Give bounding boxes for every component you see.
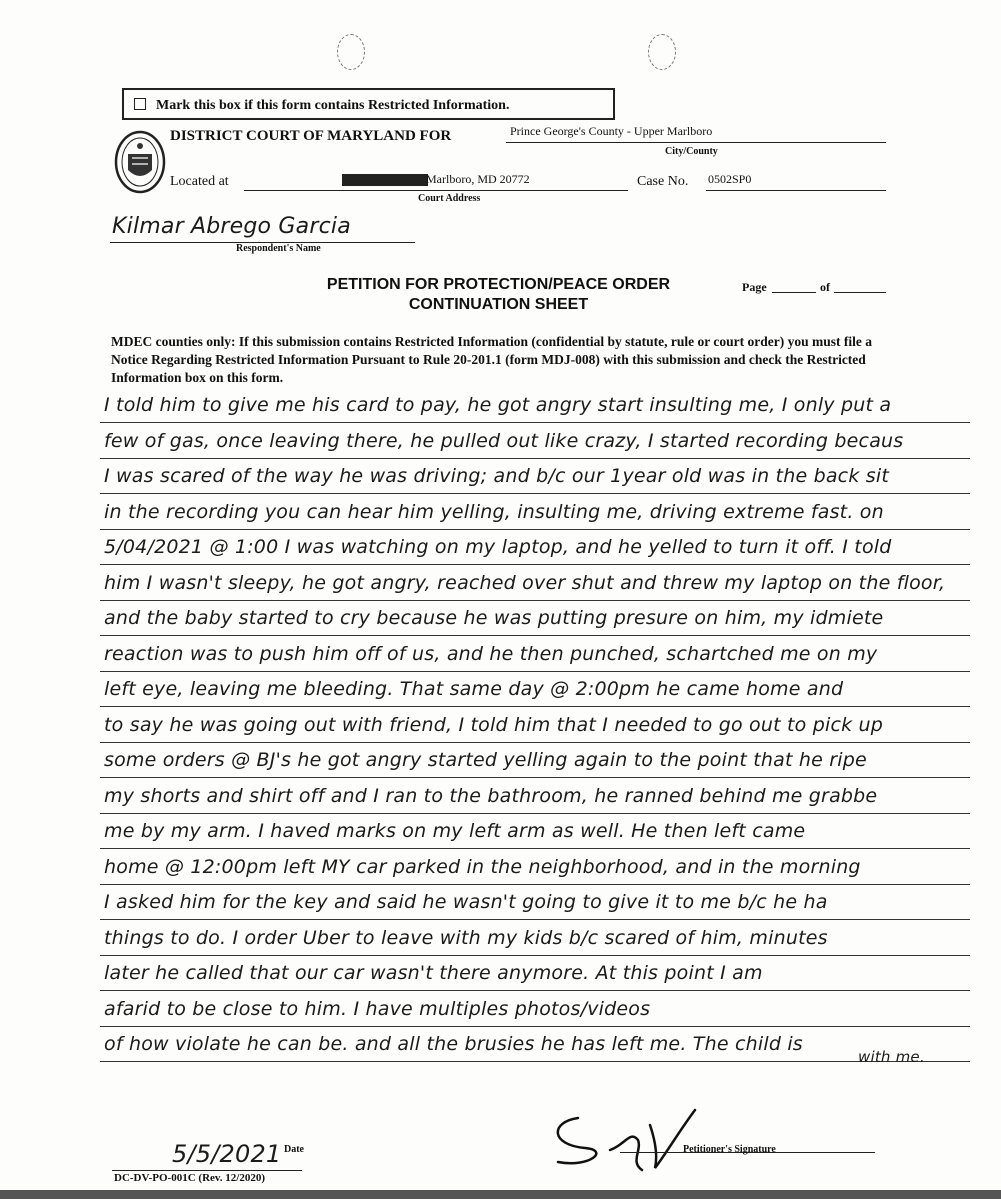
statement-line: later he called that our car wasn't there anymore. At this point I am — [104, 962, 763, 984]
ruled-line — [100, 422, 970, 423]
page-total-field[interactable] — [834, 278, 886, 293]
punch-hole-left — [337, 34, 365, 70]
petitioner-signature-icon — [530, 1100, 730, 1175]
statement-line: few of gas, once leaving there, he pulled out like crazy, I started recording becaus — [104, 429, 904, 452]
county-field[interactable] — [506, 124, 886, 143]
form-title-line1: PETITION FOR PROTECTION/PEACE ORDER — [326, 276, 671, 293]
county-value: Prince George's County - Upper Marlboro — [510, 124, 713, 138]
date-value: 5/5/2021 — [172, 1140, 282, 1168]
respondent-name-value: Kilmar Abrego Garcia — [112, 214, 351, 239]
statement-line: some orders @ BJ's he got angry started yelling again to the point that he ripe — [104, 749, 867, 771]
located-label: Located at — [170, 174, 229, 189]
statement-line: in the recording you can hear him yelling, insulting me, driving extreme fast. on — [104, 500, 884, 523]
statement-line: to say he was going out with friend, I told him that I needed to go out to pick up — [104, 713, 884, 736]
ruled-line — [100, 706, 970, 707]
statement-line: I was scared of the way he was driving; and b/c our 1year old was in the back sit — [104, 465, 889, 487]
page-label: Page — [742, 280, 767, 294]
restricted-info-label: Mark this box if this form contains Restricted Information. — [156, 98, 510, 113]
bottom-edge-bar — [0, 1190, 1001, 1199]
statement-line: reaction was to push him off of us, and he then punched, schartched me on my — [104, 642, 878, 665]
ruled-line — [100, 635, 970, 636]
court-address-field[interactable] — [244, 172, 628, 191]
ruled-line — [100, 493, 970, 494]
respondent-name-field[interactable] — [110, 212, 415, 243]
ruled-line — [100, 884, 970, 885]
case-no-field[interactable] — [706, 172, 886, 191]
statement-line: and the baby started to cry because he was putting presure on him, my idmiete — [104, 607, 884, 629]
statement-line: afarid to be close to him. I have multiples photos/videos — [104, 997, 651, 1020]
mdec-notice: MDEC counties only: If this submission contains Restricted Information (confidential by statute, rule or court order) you must file a Notice Regarding Restricted Information Pursuant to Rule 20-201.1 (form MDJ-008) with this submission and check the Restricted Information box on this form. — [111, 334, 872, 385]
restricted-info-box — [122, 88, 615, 120]
case-no-value: 0502SP0 — [708, 172, 752, 186]
ruled-line — [100, 600, 970, 601]
ruled-line — [100, 671, 970, 672]
date-field[interactable] — [112, 1140, 302, 1171]
statement-line: me by my arm. I haved marks on my left arm as well. He then left came — [104, 820, 806, 842]
court-address-value: Marlboro, MD 20772 — [426, 172, 530, 186]
case-no-label: Case No. — [637, 174, 689, 189]
statement-line: home @ 12:00pm left MY car parked in the neighborhood, and in the morning — [104, 855, 861, 878]
form-title-line2: CONTINUATION SHEET — [408, 296, 589, 313]
ruled-line — [100, 458, 970, 459]
ruled-line — [100, 1026, 970, 1027]
page-number-field[interactable] — [772, 278, 816, 293]
form-number: DC-DV-PO-001C (Rev. 12/2020) — [114, 1172, 266, 1184]
statement-line: 5/04/2021 @ 1:00 I was watching on my laptop, and he yelled to turn it off. I told — [104, 536, 892, 558]
statement-line: my shorts and shirt off and I ran to the bathroom, he ranned behind me grabbe — [104, 784, 878, 807]
ruled-line — [100, 529, 970, 530]
ruled-line — [100, 955, 970, 956]
court-address-caption: Court Address — [418, 193, 481, 204]
ruled-line — [100, 813, 970, 814]
ruled-line — [100, 1061, 970, 1062]
ruled-line — [100, 742, 970, 743]
court-title: DISTRICT COURT OF MARYLAND FOR — [170, 128, 452, 144]
ruled-line — [100, 919, 970, 920]
statement-line: with me. — [858, 1047, 925, 1066]
ruled-line — [100, 564, 970, 565]
ruled-line — [100, 777, 970, 778]
ruled-line — [100, 990, 970, 991]
county-caption: City/County — [665, 146, 718, 157]
statement-line: of how violate he can be. and all the brusies he has left me. The child is — [104, 1033, 803, 1055]
redaction-bar — [342, 174, 428, 186]
court-seal-icon — [114, 130, 166, 194]
of-label: of — [820, 280, 830, 294]
statement-line: things to do. I order Uber to leave with my kids b/c scared of him, minutes — [104, 926, 828, 949]
statement-line: him I wasn't sleepy, he got angry, reached over shut and threw my laptop on the floor, — [104, 571, 946, 594]
restricted-info-checkbox[interactable] — [134, 98, 146, 110]
date-caption: Date — [284, 1144, 304, 1155]
respondent-caption: Respondent's Name — [236, 243, 321, 254]
statement-line: left eye, leaving me bleeding. That same day @ 2:00pm he came home and — [104, 678, 844, 700]
statement-line: I asked him for the key and said he wasn't going to give it to me b/c he ha — [104, 891, 828, 913]
signature-caption: Petitioner's Signature — [683, 1144, 776, 1155]
punch-hole-right — [648, 34, 676, 70]
ruled-line — [100, 848, 970, 849]
statement-line: I told him to give me his card to pay, he got angry start insulting me, I only put a — [104, 394, 892, 416]
